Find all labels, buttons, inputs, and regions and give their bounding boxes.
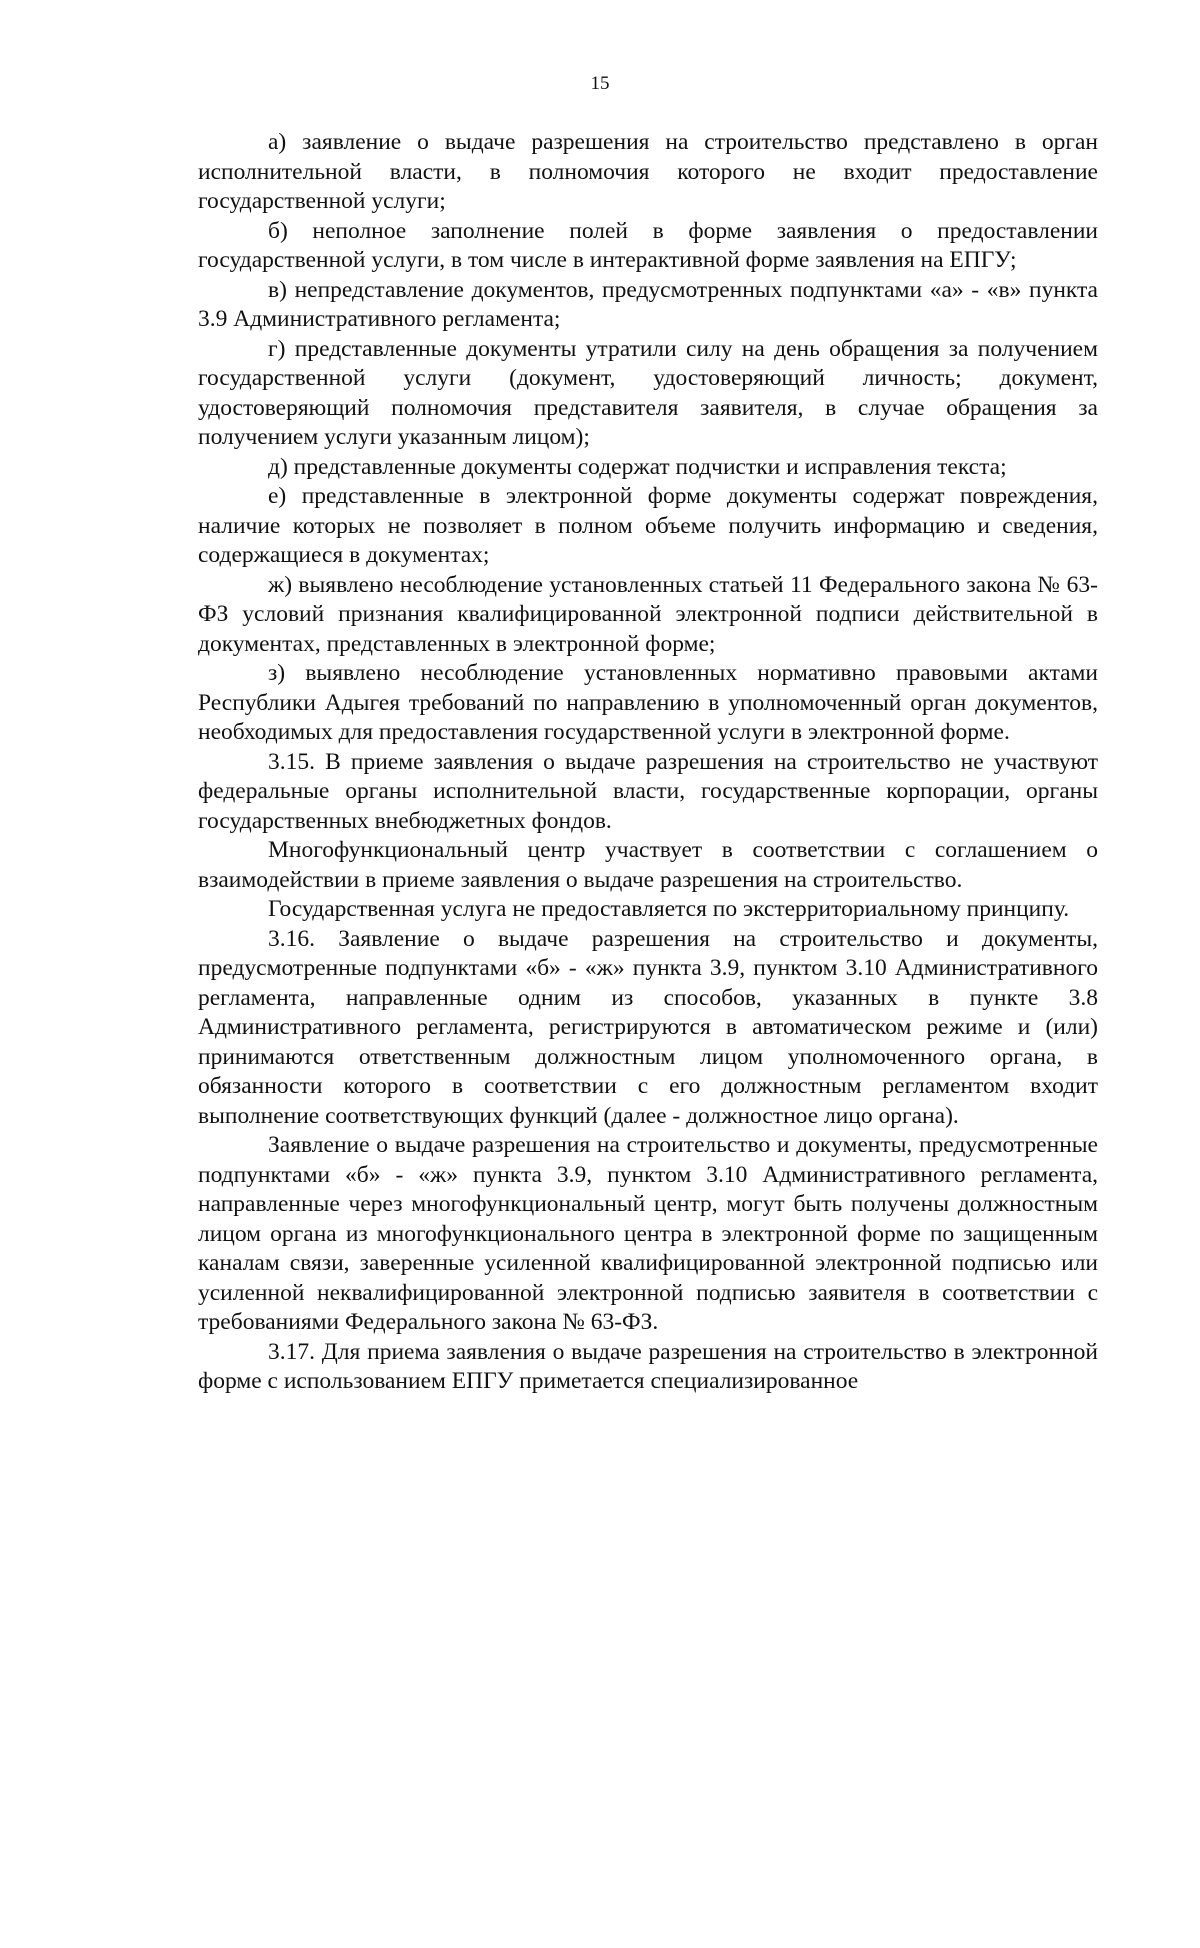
- paragraph-item-zh: ж) выявлено несоблюдение установленных статьей 11 Федерального закона № 63-ФЗ условий признания квалифицированной электронной подписи действительной в документах, представленных в электронной форме;: [198, 571, 1098, 657]
- paragraph-section-3-15: 3.15. В приеме заявления о выдаче разрешения на строительство не участвуют федеральные органы исполнительной власти, государственные корпорации, органы государственных внебюджетных фондов.: [198, 748, 1098, 834]
- document-body: [198, 128, 1098, 1397]
- paragraph-item-e: е) представленные в электронной форме документы содержат повреждения, наличие которых не позволяет в полном объеме получить информацию и сведения, содержащиеся в документах;: [198, 483, 1098, 568]
- paragraph-item-a: а) заявление о выдаче разрешения на строительство представлено в орган исполнительной власти, в полномочия которого не входит предоставление государственной услуги;: [198, 129, 1098, 214]
- paragraph-item-d: д) представленные документы содержат подчистки и исправления текста;: [268, 453, 1007, 480]
- paragraph-section-3-16: 3.16. Заявление о выдаче разрешения на строительство и документы, предусмотренные подпунктами «б» - «ж» пункта 3.9, пунктом 3.10 Административного регламента, направленные одним из способов, указанных в пункте 3.8 Административного регламента, регистрируются в автоматическом режиме и (или) принимаются ответственным должностным лицом уполномоченного органа, в обязанности которого в соответствии с его должностным регламентом входит выполнение соответствующих функций (далее - должностное лицо органа).: [198, 925, 1098, 1129]
- paragraph-extraterritorial: Государственная услуга не предоставляется по экстерриториальному принципу.: [268, 896, 1070, 922]
- paragraph-mfc-documents: Заявление о выдаче разрешения на строительство и документы, предусмотренные подпунктами «б» - «ж» пункта 3.9, пунктом 3.10 Административного регламента, направленные через многофункциональный центр, могут быть получены должностным лицом органа из многофункционального центра в электронной форме по защищенным каналам связи, заверенные усиленной квалифицированной электронной подписью или усиленной неквалифицированной электронной подписью заявителя в соответствии с требованиями Федерального закона № 63-ФЗ.: [198, 1132, 1098, 1335]
- paragraph-section-3-17: 3.17. Для приема заявления о выдаче разрешения на строительство в электронной форме с использованием ЕПГУ приметается специализированное: [198, 1338, 1098, 1394]
- paragraph-item-v: в) непредставление документов, предусмотренных подпунктами «а» - «в» пункта 3.9 Административного регламента;: [198, 276, 1098, 332]
- paragraph-item-g: г) представленные документы утратили силу на день обращения за получением государственной услуги (документ, удостоверяющий личность; документ, удостоверяющий полномочия представителя заявителя, в случае обращения за получением услуги указанным лицом);: [198, 335, 1098, 450]
- page-number: 15: [590, 73, 610, 94]
- paragraph-mfc-participation: Многофункциональный центр участвует в соответствии с соглашением о взаимодействии в приеме заявления о выдаче разрешения на строительство.: [198, 837, 1098, 893]
- paragraph-item-b: б) неполное заполнение полей в форме заявления о предоставлении государственной услуги, в том числе в интерактивной форме заявления на ЕПГУ;: [198, 217, 1098, 273]
- paragraph-item-z: з) выявлено несоблюдение установленных нормативно правовыми актами Республики Адыгея требований по направлению в уполномоченный орган документов, необходимых для предоставления государственной услуги в электронной форме.: [198, 660, 1098, 745]
